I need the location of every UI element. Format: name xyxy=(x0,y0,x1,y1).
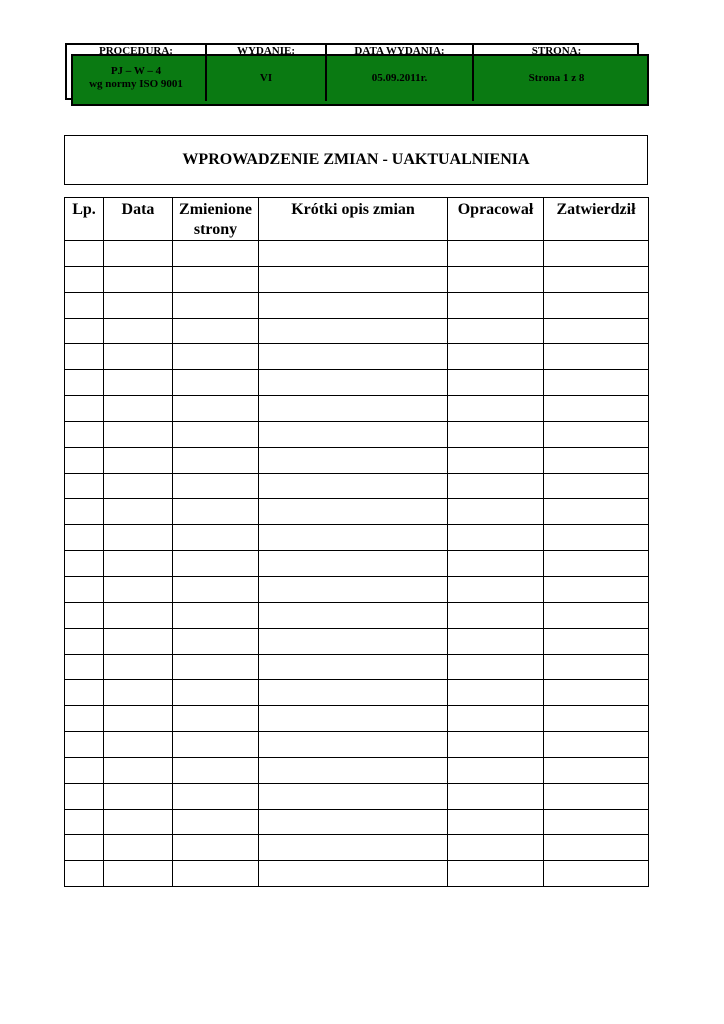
cell-date xyxy=(104,447,173,473)
table-row xyxy=(65,680,649,706)
cell-lp xyxy=(65,525,104,551)
cell-prepared-by xyxy=(448,266,544,292)
cell-approved-by xyxy=(544,370,649,396)
cell-approved-by xyxy=(544,292,649,318)
table-row xyxy=(65,370,649,396)
cell-approved-by xyxy=(544,602,649,628)
cell-description xyxy=(259,525,448,551)
cell-changed-pages xyxy=(173,396,259,422)
cell-date xyxy=(104,370,173,396)
cell-description xyxy=(259,318,448,344)
table-row xyxy=(65,809,649,835)
cell-prepared-by xyxy=(448,835,544,861)
cell-approved-by xyxy=(544,861,649,887)
cell-prepared-by xyxy=(448,809,544,835)
cell-description xyxy=(259,835,448,861)
cell-approved-by xyxy=(544,576,649,602)
cell-description xyxy=(259,680,448,706)
cell-approved-by xyxy=(544,835,649,861)
cell-lp xyxy=(65,292,104,318)
cell-description xyxy=(259,266,448,292)
column-header-changed-pages: Zmienione strony xyxy=(173,198,259,241)
cell-description xyxy=(259,809,448,835)
cell-lp xyxy=(65,473,104,499)
cell-changed-pages xyxy=(173,706,259,732)
cell-date xyxy=(104,292,173,318)
cell-description xyxy=(259,602,448,628)
cell-lp xyxy=(65,783,104,809)
cell-prepared-by xyxy=(448,551,544,577)
cell-lp xyxy=(65,318,104,344)
column-header-lp: Lp. xyxy=(65,198,104,241)
header-value-page: Strona 1 z 8 xyxy=(528,71,585,84)
cell-changed-pages xyxy=(173,861,259,887)
cell-approved-by xyxy=(544,266,649,292)
header-values xyxy=(67,55,639,101)
cell-approved-by xyxy=(544,447,649,473)
cell-changed-pages xyxy=(173,241,259,267)
cell-prepared-by xyxy=(448,628,544,654)
cell-description xyxy=(259,861,448,887)
table-row xyxy=(65,732,649,758)
cell-prepared-by xyxy=(448,706,544,732)
cell-changed-pages xyxy=(173,525,259,551)
cell-prepared-by xyxy=(448,757,544,783)
table-body xyxy=(65,241,649,887)
cell-description xyxy=(259,292,448,318)
cell-lp xyxy=(65,706,104,732)
cell-description xyxy=(259,576,448,602)
cell-changed-pages xyxy=(173,499,259,525)
cell-changed-pages xyxy=(173,835,259,861)
cell-changed-pages xyxy=(173,628,259,654)
cell-date xyxy=(104,396,173,422)
cell-date xyxy=(104,551,173,577)
cell-approved-by xyxy=(544,628,649,654)
cell-date xyxy=(104,473,173,499)
cell-approved-by xyxy=(544,809,649,835)
cell-changed-pages xyxy=(173,344,259,370)
document-title: WPROWADZENIE ZMIAN - UAKTUALNIENIA xyxy=(64,135,648,185)
column-header-description: Krótki opis zmian xyxy=(259,198,448,241)
cell-changed-pages xyxy=(173,292,259,318)
cell-lp xyxy=(65,266,104,292)
cell-changed-pages xyxy=(173,783,259,809)
column-header-date: Data xyxy=(104,198,173,241)
cell-prepared-by xyxy=(448,447,544,473)
cell-description xyxy=(259,551,448,577)
cell-description xyxy=(259,732,448,758)
cell-prepared-by xyxy=(448,292,544,318)
cell-description xyxy=(259,421,448,447)
cell-prepared-by xyxy=(448,732,544,758)
cell-description xyxy=(259,628,448,654)
cell-prepared-by xyxy=(448,396,544,422)
table-row xyxy=(65,654,649,680)
cell-date xyxy=(104,499,173,525)
cell-lp xyxy=(65,861,104,887)
table-row xyxy=(65,473,649,499)
cell-approved-by xyxy=(544,680,649,706)
table-row xyxy=(65,551,649,577)
cell-changed-pages xyxy=(173,602,259,628)
cell-approved-by xyxy=(544,499,649,525)
cell-date xyxy=(104,809,173,835)
table-header-row xyxy=(65,198,649,241)
cell-approved-by xyxy=(544,706,649,732)
cell-changed-pages xyxy=(173,809,259,835)
cell-prepared-by xyxy=(448,370,544,396)
cell-description xyxy=(259,783,448,809)
cell-prepared-by xyxy=(448,680,544,706)
cell-changed-pages xyxy=(173,447,259,473)
table-row xyxy=(65,783,649,809)
cell-lp xyxy=(65,241,104,267)
cell-description xyxy=(259,473,448,499)
table-row xyxy=(65,421,649,447)
cell-lp xyxy=(65,551,104,577)
cell-date xyxy=(104,241,173,267)
procedure-standard: wg normy ISO 9001 xyxy=(89,78,183,90)
cell-changed-pages xyxy=(173,757,259,783)
cell-prepared-by xyxy=(448,241,544,267)
table-row xyxy=(65,447,649,473)
cell-approved-by xyxy=(544,757,649,783)
cell-changed-pages xyxy=(173,266,259,292)
cell-changed-pages xyxy=(173,421,259,447)
cell-prepared-by xyxy=(448,344,544,370)
cell-date xyxy=(104,266,173,292)
cell-approved-by xyxy=(544,654,649,680)
cell-lp xyxy=(65,654,104,680)
procedure-code: PJ – W – 4 xyxy=(110,65,162,77)
cell-description xyxy=(259,241,448,267)
cell-lp xyxy=(65,757,104,783)
header-value-edition: VI xyxy=(207,55,327,101)
cell-approved-by xyxy=(544,473,649,499)
table-row xyxy=(65,628,649,654)
cell-lp xyxy=(65,576,104,602)
cell-description xyxy=(259,757,448,783)
header-label-page: STRONA: xyxy=(531,45,582,56)
table-row xyxy=(65,344,649,370)
cell-approved-by xyxy=(544,732,649,758)
table-row xyxy=(65,706,649,732)
cell-approved-by xyxy=(544,421,649,447)
table-row xyxy=(65,861,649,887)
cell-prepared-by xyxy=(448,318,544,344)
cell-date xyxy=(104,757,173,783)
cell-prepared-by xyxy=(448,654,544,680)
cell-lp xyxy=(65,602,104,628)
cell-description xyxy=(259,654,448,680)
cell-prepared-by xyxy=(448,421,544,447)
table-row xyxy=(65,576,649,602)
cell-changed-pages xyxy=(173,551,259,577)
cell-prepared-by xyxy=(448,473,544,499)
cell-lp xyxy=(65,835,104,861)
cell-lp xyxy=(65,499,104,525)
cell-prepared-by xyxy=(448,499,544,525)
cell-prepared-by xyxy=(448,576,544,602)
cell-changed-pages xyxy=(173,318,259,344)
cell-prepared-by xyxy=(448,602,544,628)
header-label-issue-date: DATA WYDANIA: xyxy=(327,44,474,56)
cell-lp xyxy=(65,809,104,835)
cell-date xyxy=(104,732,173,758)
cell-date xyxy=(104,680,173,706)
cell-description xyxy=(259,706,448,732)
column-header-approved-by: Zatwierdził xyxy=(544,198,649,241)
table-row xyxy=(65,292,649,318)
cell-description xyxy=(259,447,448,473)
column-header-prepared-by: Opracował xyxy=(448,198,544,241)
table-row xyxy=(65,525,649,551)
cell-date xyxy=(104,654,173,680)
cell-approved-by xyxy=(544,396,649,422)
table-row xyxy=(65,835,649,861)
cell-description xyxy=(259,344,448,370)
table-row xyxy=(65,318,649,344)
cell-approved-by xyxy=(544,344,649,370)
cell-date xyxy=(104,706,173,732)
cell-lp xyxy=(65,421,104,447)
table-row xyxy=(65,396,649,422)
cell-changed-pages xyxy=(173,576,259,602)
cell-approved-by xyxy=(544,318,649,344)
cell-date xyxy=(104,861,173,887)
cell-lp xyxy=(65,344,104,370)
cell-lp xyxy=(65,396,104,422)
cell-description xyxy=(259,499,448,525)
cell-date xyxy=(104,783,173,809)
cell-date xyxy=(104,525,173,551)
table-row xyxy=(65,266,649,292)
table-row xyxy=(65,241,649,267)
changes-table xyxy=(64,197,649,887)
cell-changed-pages xyxy=(173,654,259,680)
cell-changed-pages xyxy=(173,732,259,758)
cell-prepared-by xyxy=(448,525,544,551)
cell-date xyxy=(104,421,173,447)
cell-lp xyxy=(65,680,104,706)
header-label-procedure: PROCEDURA: xyxy=(67,44,207,56)
header-label-edition: WYDANIE: xyxy=(207,44,327,56)
cell-changed-pages xyxy=(173,680,259,706)
table-row xyxy=(65,757,649,783)
cell-description xyxy=(259,370,448,396)
cell-date xyxy=(104,628,173,654)
cell-changed-pages xyxy=(173,473,259,499)
cell-changed-pages xyxy=(173,370,259,396)
cell-lp xyxy=(65,628,104,654)
cell-prepared-by xyxy=(448,861,544,887)
cell-approved-by xyxy=(544,783,649,809)
cell-date xyxy=(104,318,173,344)
header-value-issue-date: 05.09.2011r. xyxy=(327,55,474,101)
cell-approved-by xyxy=(544,525,649,551)
cell-date xyxy=(104,576,173,602)
cell-approved-by xyxy=(544,241,649,267)
cell-date xyxy=(104,835,173,861)
cell-approved-by xyxy=(544,551,649,577)
cell-lp xyxy=(65,447,104,473)
cell-date xyxy=(104,344,173,370)
header-value-procedure xyxy=(67,55,207,101)
cell-lp xyxy=(65,370,104,396)
table-row xyxy=(65,602,649,628)
table-row xyxy=(65,499,649,525)
cell-prepared-by xyxy=(448,783,544,809)
cell-date xyxy=(104,602,173,628)
cell-lp xyxy=(65,732,104,758)
cell-description xyxy=(259,396,448,422)
